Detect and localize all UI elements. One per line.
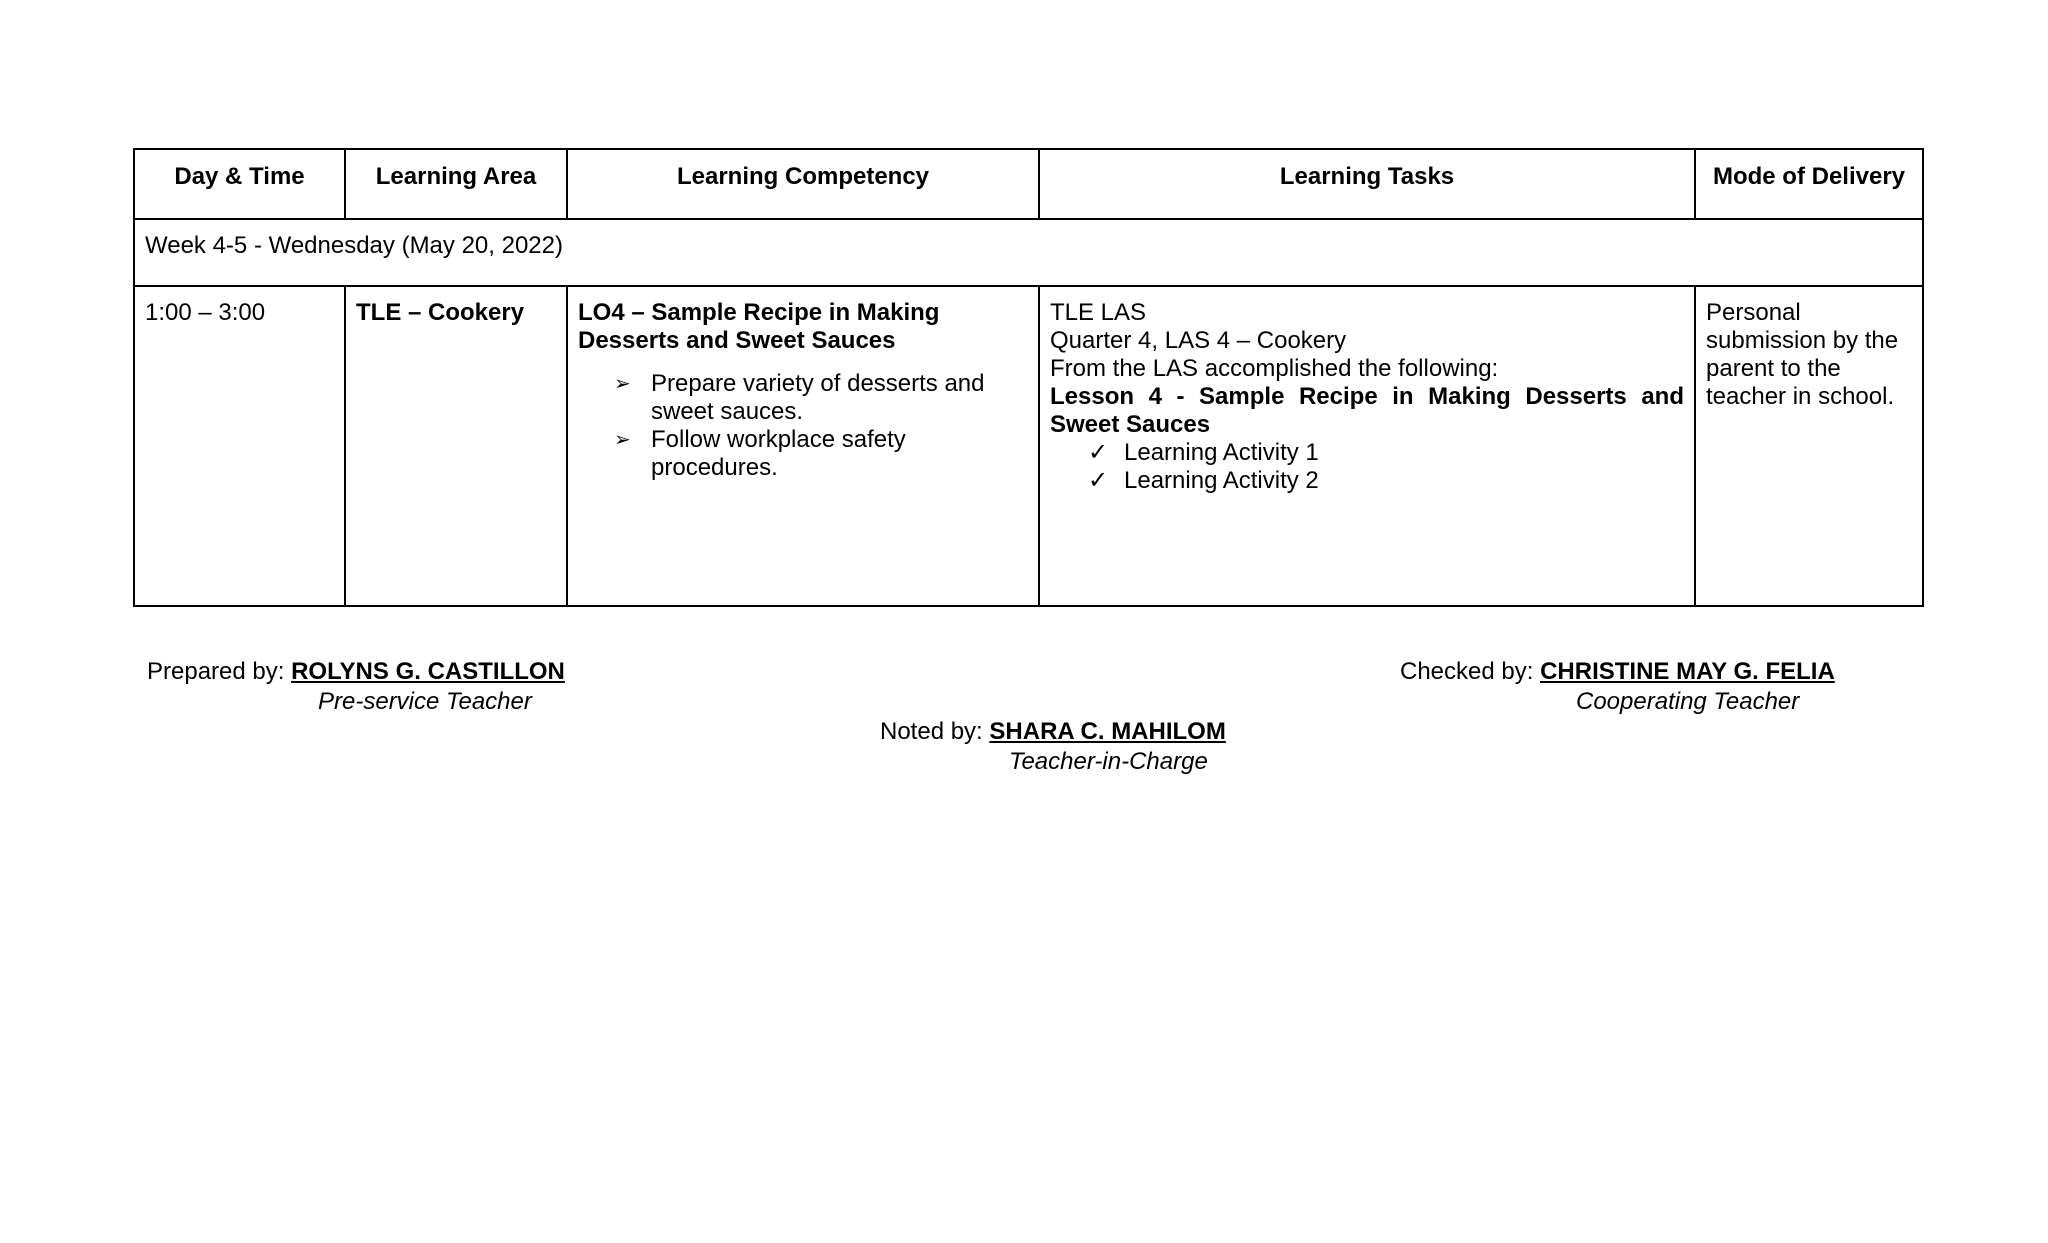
lesson-plan-table <box>133 148 1924 607</box>
competency-title: LO4 – Sample Recipe in Making Desserts and Sweet Sauces <box>578 299 940 354</box>
tasks-line: TLE LAS <box>1050 299 1147 326</box>
prepared-by-name: ROLYNS G. CASTILLON <box>291 658 565 685</box>
list-item <box>1088 467 1684 495</box>
check-icon: ✓ <box>1088 439 1109 466</box>
noted-by-signature <box>880 717 1226 777</box>
header-learning-competency: Learning Competency <box>567 149 1039 219</box>
list-item <box>614 426 1028 482</box>
header-row <box>134 149 1923 219</box>
tasks-line: From the LAS accomplished the following: <box>1050 355 1499 382</box>
checked-by-label: Checked by: <box>1400 658 1534 685</box>
competency-cell <box>567 286 1039 606</box>
competency-list <box>578 370 1028 482</box>
activity-text: Learning Activity 1 <box>1124 439 1319 466</box>
table-row <box>134 286 1923 606</box>
activity-list <box>1050 439 1684 495</box>
checked-by-name: CHRISTINE MAY G. FELIA <box>1540 658 1835 685</box>
arrow-bullet-icon: ➢ <box>614 373 631 395</box>
competency-item-text: Follow workplace safety procedures. <box>651 426 906 481</box>
tasks-line: Quarter 4, LAS 4 – Cookery <box>1050 327 1347 354</box>
checked-by-signature <box>1400 657 1835 717</box>
prepared-by-role: Pre-service Teacher <box>318 688 532 715</box>
week-label: Week 4-5 - Wednesday (May 20, 2022) <box>134 219 1923 286</box>
tasks-cell <box>1039 286 1695 606</box>
check-icon: ✓ <box>1088 467 1109 494</box>
prepared-by-label: Prepared by: <box>147 658 285 685</box>
competency-item-text: Prepare variety of desserts and sweet sauces. <box>651 370 985 425</box>
lesson-title-continued: Sweet Sauces <box>1050 411 1211 438</box>
noted-by-name: SHARA C. MAHILOM <box>989 718 1226 745</box>
noted-by-label: Noted by: <box>880 718 983 745</box>
learning-area-cell: TLE – Cookery <box>345 286 567 606</box>
delivery-cell: Personal submission by the parent to the teacher in school. <box>1695 286 1923 606</box>
header-learning-tasks: Learning Tasks <box>1039 149 1695 219</box>
prepared-by-signature <box>147 657 565 717</box>
week-row <box>134 219 1923 286</box>
time-cell: 1:00 – 3:00 <box>134 286 345 606</box>
list-item <box>614 370 1028 426</box>
arrow-bullet-icon: ➢ <box>614 429 631 451</box>
header-learning-area: Learning Area <box>345 149 567 219</box>
header-mode-of-delivery: Mode of Delivery <box>1695 149 1923 219</box>
activity-text: Learning Activity 2 <box>1124 467 1319 494</box>
lesson-title: Lesson 4 - Sample Recipe in Making Desserts and <box>1050 383 1684 410</box>
list-item <box>1088 439 1684 467</box>
checked-by-role: Cooperating Teacher <box>1576 688 1800 715</box>
header-day-time: Day & Time <box>134 149 345 219</box>
noted-by-role: Teacher-in-Charge <box>1009 748 1208 775</box>
